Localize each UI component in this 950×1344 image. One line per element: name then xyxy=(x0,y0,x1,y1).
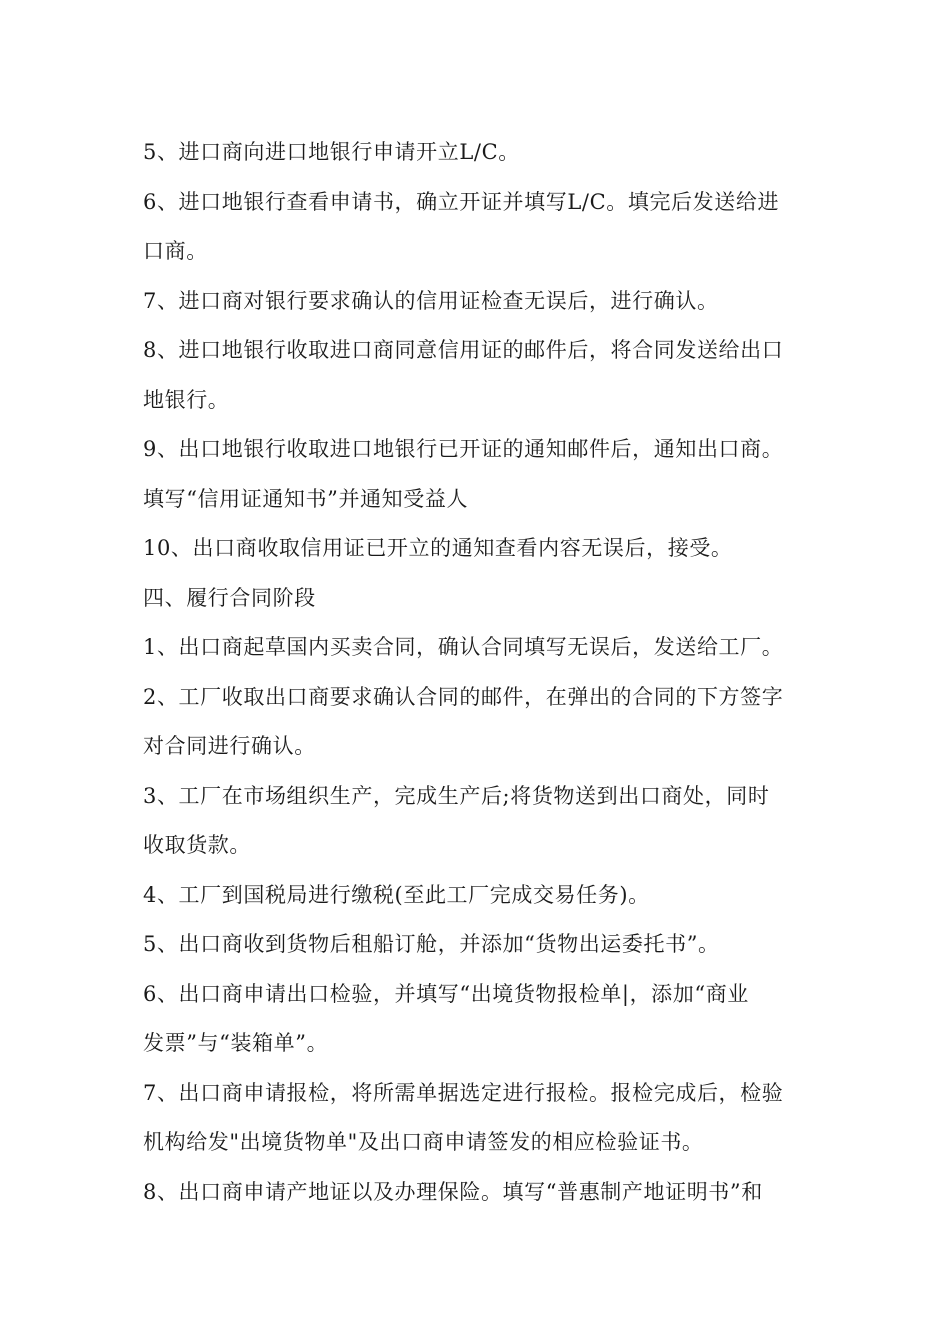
text-line: 2、工厂收取出口商要求确认合同的邮件，在弹出的合同的下方签字 xyxy=(143,684,784,709)
text-line: 5、进口商向进口地银行申请开立L/C。 xyxy=(143,140,520,164)
text-line: 8、进口地银行收取进口商同意信用证的邮件后，将合同发送给出口 xyxy=(143,338,784,362)
text-line: 对合同进行确认。 xyxy=(143,734,316,758)
text-line: 4、工厂到国税局进行缴税(至此工厂完成交易任务)。 xyxy=(143,882,650,907)
text-line: 3、工厂在市场组织生产，完成生产后;将货物送到出口商处，同时 xyxy=(143,783,770,808)
text-line: 5、出口商收到货物后租船订舱，并添加“货物出运委托书”。 xyxy=(143,932,720,956)
text-line: 7、出口商申请报检，将所需单据选定进行报检。报检完成后，检验 xyxy=(143,1080,784,1105)
text-line: 发票”与“装箱单”。 xyxy=(143,1031,329,1055)
document-body xyxy=(143,128,813,1217)
text-line: 6、出口商申请出口检验，并填写“出境货物报检单|，添加“商业 xyxy=(143,981,749,1006)
text-line: 7、进口商对银行要求确认的信用证检查无误后，进行确认。 xyxy=(143,288,719,313)
text-line: 6、进口地银行查看申请书，确立开证并填写L/C。填完后发送给进 xyxy=(143,189,780,214)
text-line: 10、出口商收取信用证已开立的通知查看内容无误后，接受。 xyxy=(143,536,733,560)
text-line: 收取货款。 xyxy=(143,833,251,857)
text-line: 地银行。 xyxy=(143,387,230,412)
section-heading: 四、履行合同阶段 xyxy=(143,585,316,610)
text-line: 机构给发"出境货物单"及出口商申请签发的相应检验证书。 xyxy=(143,1130,704,1154)
text-line: 口商。 xyxy=(143,239,208,263)
text-line: 9、出口地银行收取进口地银行已开证的通知邮件后，通知出口商。 xyxy=(143,437,784,461)
text-line: 8、出口商申请产地证以及办理保险。填写“普惠制产地证明书”和 xyxy=(143,1179,763,1204)
text-line: 填写“信用证通知书”并通知受益人 xyxy=(143,486,469,511)
text-line: 1、出口商起草国内买卖合同，确认合同填写无误后，发送给工厂。 xyxy=(143,635,784,659)
